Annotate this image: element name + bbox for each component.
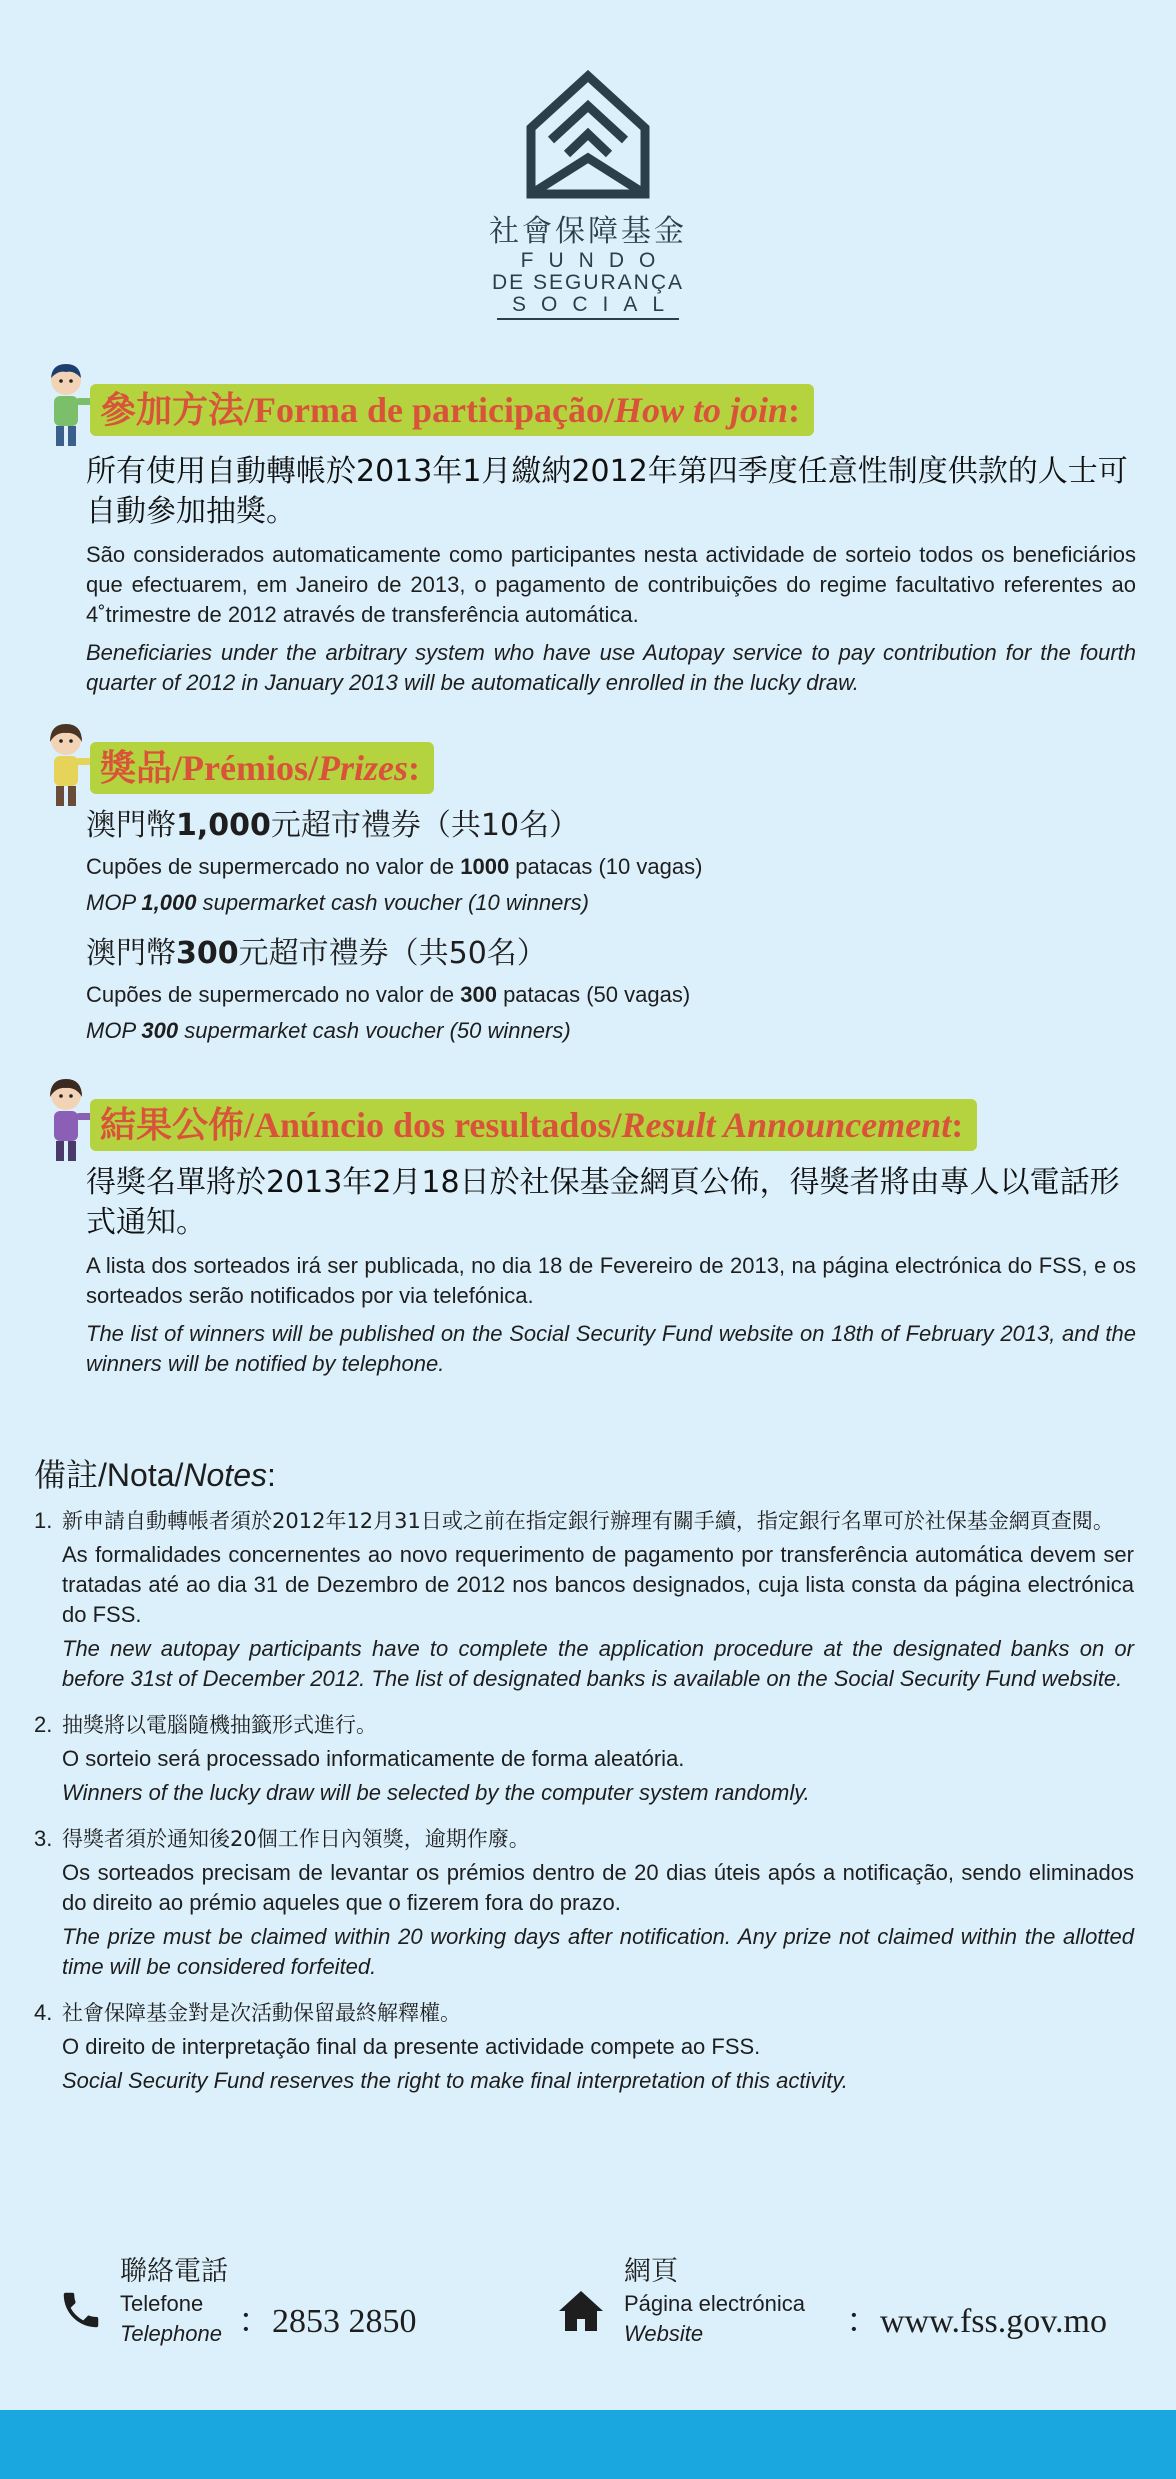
note-item bbox=[34, 1998, 1134, 2096]
notes-title-colon: : bbox=[266, 1457, 276, 1493]
results-text-pt: A lista dos sorteados irá ser publicada, no dia 18 de Fevereiro de 2013, na página electrónica do FSS, e os sorteados serão notificados por via telefónica. bbox=[86, 1253, 1136, 1308]
results-title-zh: 結果公佈 bbox=[100, 1105, 245, 1145]
prize1-pt-prefix: Cupões de supermercado no valor de bbox=[86, 854, 461, 879]
logo-line-2: DE SEGURANÇA bbox=[491, 271, 685, 294]
results-text-zh: 得獎名單將於2013年2月18日於社保基金網頁公佈，得獎者將由專人以電話形式通知。 bbox=[86, 1165, 1120, 1240]
join-title-zh: 參加方法 bbox=[100, 390, 245, 430]
web-label-pt: Página electrónica bbox=[624, 2291, 806, 2316]
prizes-title-en: Prizes bbox=[317, 748, 408, 788]
join-banner bbox=[90, 384, 814, 436]
prize2-en-amount: 300 bbox=[141, 1018, 179, 1043]
prize1-en-prefix: MOP bbox=[86, 890, 142, 915]
prize1-zh-amount: 1,000 bbox=[176, 808, 271, 843]
notes-section bbox=[34, 1450, 1134, 2112]
website-url[interactable]: ：www.fss.gov.mo bbox=[846, 2303, 1107, 2340]
note-text-en: Winners of the lucky draw will be selected by the computer system randomly. bbox=[62, 1780, 810, 1805]
join-title-en: How to join bbox=[613, 390, 788, 430]
prize2-pt-suffix: patacas (50 vagas) bbox=[496, 982, 691, 1007]
prizes-banner bbox=[90, 742, 434, 794]
prize1-pt-suffix: patacas (10 vagas) bbox=[509, 854, 703, 879]
note-text-zh: 新申請自動轉帳者須於2012年12月31日或之前在指定銀行辦理有關手續，指定銀行名單可於社保基金網頁查閱。 bbox=[62, 1509, 1114, 1533]
join-body bbox=[86, 452, 1136, 698]
prize2-pt-amount: 300 bbox=[460, 982, 497, 1007]
prizes-title-pt: /Prémios/ bbox=[172, 748, 318, 788]
note-text-pt: O sorteio será processado informaticamente de forma aleatória. bbox=[62, 1746, 685, 1771]
prize1-zh-suffix: 元超市禮券（共10名） bbox=[270, 808, 580, 843]
notes-title-pt: /Nota/ bbox=[98, 1457, 184, 1493]
prize1-zh bbox=[86, 806, 1136, 846]
note-text-pt: O direito de interpretação final da presente actividade compete ao FSS. bbox=[62, 2034, 761, 2059]
note-text-pt: As formalidades concernentes ao novo requerimento de pagamento por transferência automática devem ser tratadas até ao dia 31 de Dezembro de 2012 nos bancos designados, cuja lista consta da página electrónica do FSS. bbox=[62, 1542, 1134, 1627]
note-number: 1. bbox=[34, 1508, 53, 1533]
prize2-en-prefix: MOP bbox=[86, 1018, 142, 1043]
note-text-zh: 得獎者須於通知後20個工作日內領獎，逾期作廢。 bbox=[62, 1827, 530, 1851]
note-text-zh: 抽獎將以電腦隨機抽籤形式進行。 bbox=[62, 1713, 377, 1737]
results-banner bbox=[90, 1099, 977, 1151]
phone-icon bbox=[58, 2287, 104, 2333]
footer-bar bbox=[0, 2410, 1176, 2479]
join-title-pt: /Forma de participação/ bbox=[244, 390, 614, 430]
prize2-zh bbox=[86, 934, 1136, 974]
phone-label-zh: 聯絡電話 bbox=[120, 2256, 228, 2287]
logo-line-1: FUNDO bbox=[520, 249, 671, 272]
logo-name-zh: 社會保障基金 bbox=[489, 214, 687, 249]
results-text-en: The list of winners will be published on the Social Security Fund website on 18th of February 2013, and the winners will be notified by telephone. bbox=[86, 1321, 1136, 1376]
notes-title bbox=[34, 1450, 1134, 1496]
join-text-zh: 所有使用自動轉帳於2013年1月繳納2012年第四季度任意性制度供款的人士可自動參加抽獎。 bbox=[86, 454, 1128, 529]
prizes-title-colon: : bbox=[407, 748, 420, 788]
prize1-zh-prefix: 澳門幣 bbox=[86, 808, 176, 843]
results-title-en: Result Announcement bbox=[621, 1105, 952, 1145]
house-logo-icon bbox=[523, 70, 653, 200]
note-item bbox=[34, 1506, 1134, 1694]
prize2-zh-amount: 300 bbox=[176, 936, 239, 971]
prize2-zh-prefix: 澳門幣 bbox=[86, 936, 176, 971]
prize1-en-amount: 1,000 bbox=[141, 890, 197, 915]
phone-label-pt: Telefone bbox=[120, 2291, 204, 2316]
note-number: 4. bbox=[34, 2000, 53, 2025]
note-text-en: Social Security Fund reserves the right to make final interpretation of this activity. bbox=[62, 2068, 848, 2093]
prize1-pt-amount: 1000 bbox=[460, 854, 510, 879]
note-item bbox=[34, 1710, 1134, 1808]
notes-title-en: Notes bbox=[183, 1457, 267, 1493]
note-number: 2. bbox=[34, 1712, 53, 1737]
note-item bbox=[34, 1824, 1134, 1982]
prizes-title-zh: 獎品 bbox=[100, 748, 173, 788]
note-text-pt: Os sorteados precisam de levantar os prémios dentro de 20 dias úteis após a notificação, sendo eliminados do direito ao prémio aqueles que o fizerem fora do prazo. bbox=[62, 1860, 1134, 1915]
phone-label-en: Telephone bbox=[120, 2321, 222, 2346]
notes-title-zh: 備註 bbox=[34, 1456, 99, 1494]
join-text-en: Beneficiaries under the arbitrary system who have use Autopay service to pay contribution for the fourth quarter of 2012 in January 2013 will be automatically enrolled in the lucky draw. bbox=[86, 640, 1136, 695]
note-text-en: The new autopay participants have to complete the application procedure at the designated banks on or before 31st of December 2012. The list of designated banks is available on the Social Security Fund website. bbox=[62, 1636, 1134, 1691]
prizes-body bbox=[86, 806, 1136, 1048]
prize1-en-suffix: supermarket cash voucher (10 winners) bbox=[196, 890, 589, 915]
prize2-pt bbox=[86, 978, 1136, 1012]
prize2-en-suffix: supermarket cash voucher (50 winners) bbox=[178, 1018, 571, 1043]
prize1-pt bbox=[86, 850, 1136, 884]
note-number: 3. bbox=[34, 1826, 53, 1851]
phone-number[interactable]: ：2853 2850 bbox=[238, 2303, 417, 2340]
logo-name-pt bbox=[0, 250, 1176, 320]
join-text-pt: São considerados automaticamente como participantes nesta actividade de sorteio todos os beneficiários que efectuarem, em Janeiro de 2013, o pagamento de contribuições do regime facultativo referentes ao 4˚trimestre de 2012 através de transferência automática. bbox=[86, 542, 1136, 627]
results-title-colon: : bbox=[951, 1105, 964, 1145]
logo-line-3: SOCIAL bbox=[497, 294, 679, 320]
note-text-en: The prize must be claimed within 20 working days after notification. Any prize not claimed within the allotted time will be considered forfeited. bbox=[62, 1924, 1134, 1979]
join-title-colon: : bbox=[788, 390, 800, 430]
results-body bbox=[86, 1163, 1136, 1379]
web-label-zh: 網頁 bbox=[624, 2256, 678, 2287]
results-title-pt: /Anúncio dos resultados/ bbox=[244, 1105, 622, 1145]
prize2-pt-prefix: Cupões de supermercado no valor de bbox=[86, 982, 461, 1007]
home-icon bbox=[556, 2287, 606, 2335]
prize2-en bbox=[86, 1014, 1136, 1048]
prize1-en bbox=[86, 886, 1136, 920]
web-label-en: Website bbox=[624, 2321, 704, 2346]
note-text-zh: 社會保障基金對是次活動保留最終解釋權。 bbox=[62, 2001, 461, 2025]
prize2-zh-suffix: 元超市禮券（共50名） bbox=[238, 936, 547, 971]
fss-logo bbox=[0, 70, 1176, 320]
